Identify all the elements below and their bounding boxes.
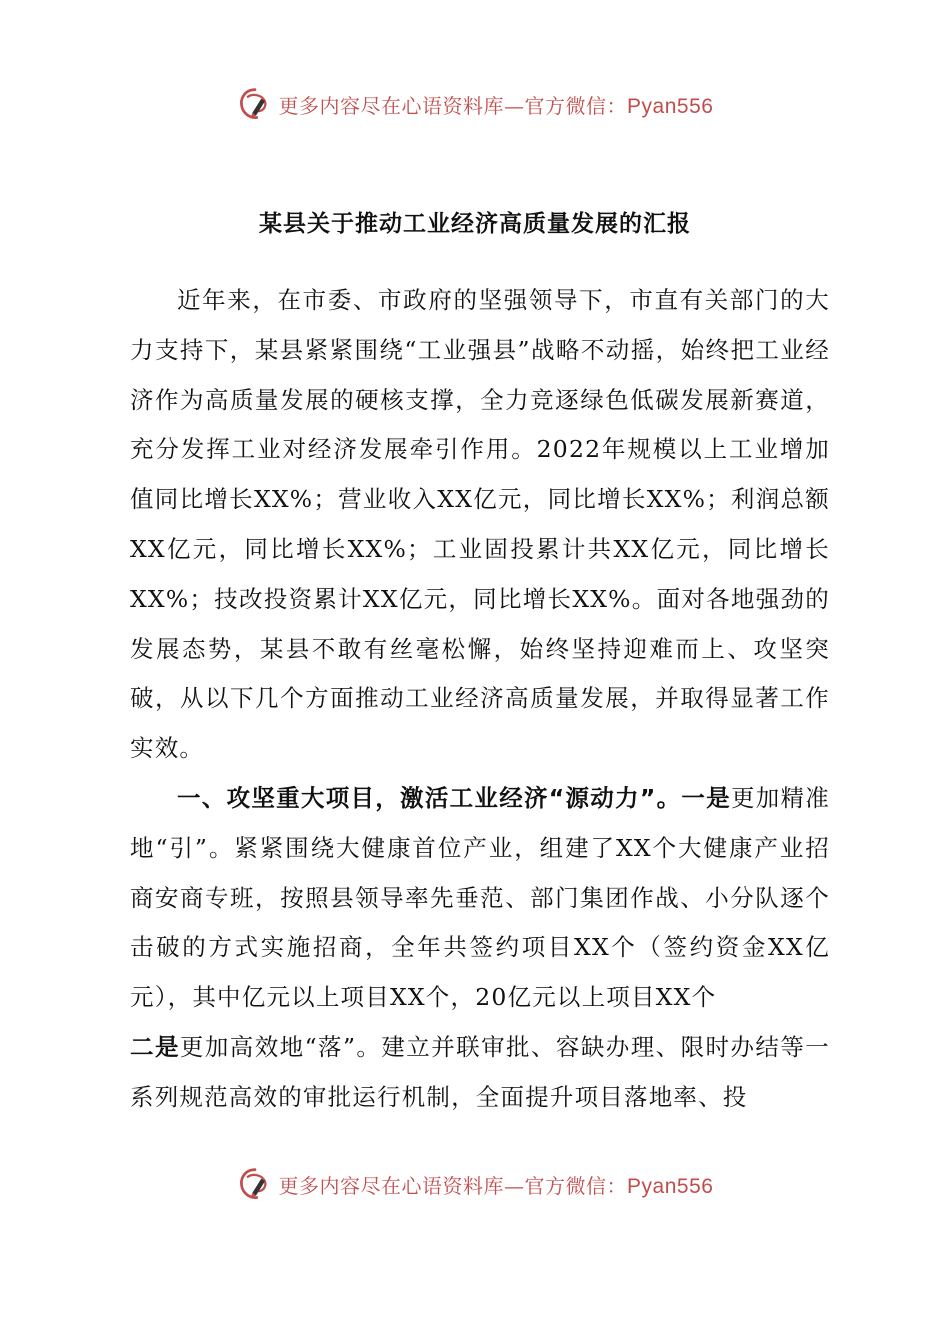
banner-text: 更多内容尽在心语资料库—官方微信：Pyan556 xyxy=(278,93,714,118)
banner-text: 更多内容尽在心语资料库—官方微信：Pyan556 xyxy=(278,1173,714,1198)
footer-watermark-banner xyxy=(0,1162,950,1206)
pen-swirl-logo-icon xyxy=(237,1166,273,1202)
intro-paragraph: 近年来，在市委、市政府的坚强领导下，市直有关部门的大力支持下，某县紧紧围绕“工业强县”战略不动摇，始终把工业经济作为高质量发展的硬核支撑，全力竞逐绿色低碳发展新赛道，充分发挥工业对经济发展牵引作用。2022年规模以上工业增加值同比增长XX%；营业收入XX亿元，同比增长XX%；利润总额XX亿元，同比增长XX%；工业固投累计共XX亿元，同比增长XX%；技改投资累计XX亿元，同比增长XX%。面对各地强劲的发展态势，某县不敢有丝毫松懈，始终坚持迎难而上、攻坚突破，从以下几个方面推动工业经济高质量发展，并取得显著工作实效。 xyxy=(130,286,830,763)
point-1-text: 更加精准地“引”。紧紧围绕大健康首位产业，组建了XX个大健康产业招商安商专班，按照县领导率先垂范、部门集团作战、小分队逐个击破的方式实施招商，全年共签约项目XX个（签约资金XX亿元），其中亿元以上项目XX个，20亿元以上项目XX个 xyxy=(130,783,830,1012)
document-title: 某县关于推动工业经济高质量发展的汇报 xyxy=(259,211,691,237)
section-1-paragraph xyxy=(130,774,830,1123)
pen-swirl-logo-icon xyxy=(237,86,273,122)
point-2-lead: 二是 xyxy=(130,1032,180,1061)
header-watermark-banner xyxy=(0,82,950,126)
section-1-heading: 一、攻坚重大项目，激活工业经济“源动力”。 xyxy=(177,783,682,812)
point-1-lead: 一是 xyxy=(681,783,731,812)
document-body xyxy=(130,276,830,1123)
point-2-text: 更加高效地“落”。建立并联审批、容缺办理、限时办结等一系列规范高效的审批运行机制，全面提升项目落地率、投 xyxy=(130,1032,830,1111)
